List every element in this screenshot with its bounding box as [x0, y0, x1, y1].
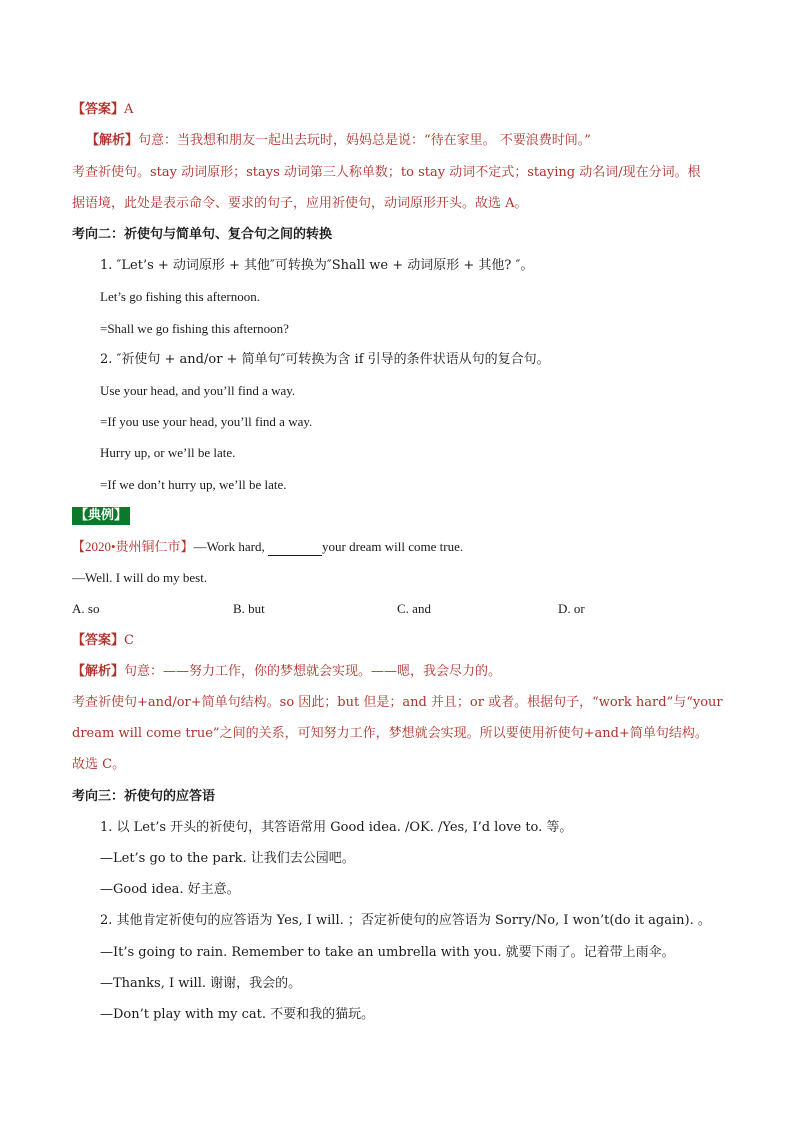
section-heading-3: 考向三：祈使句的应答语 [72, 789, 216, 804]
analysis-text: 句意：——努力工作，你的梦想就会实现。——嗯，我会尽力的。 [124, 664, 502, 679]
example-sentence: —Thanks, I will. 谢谢，我会的。 [100, 976, 302, 991]
section-heading-2: 考向二：祈使句与简单句、复合句之间的转换 [72, 227, 333, 242]
example-sentence: =If you use your head, you’ll find a way. [100, 414, 313, 429]
example-sentence: —It’s going to rain. Remember to take an umbrella with you. 就要下雨了。记着带上雨伞。 [100, 945, 675, 960]
analysis-label: 【解析】 [72, 664, 125, 679]
analysis-label: 【解析】 [86, 133, 139, 148]
explain-line-2: 据语境，此处是表示命令、要求的句子，应用祈使句，动词原形开头。故选 A。 [72, 196, 528, 211]
example-question [72, 538, 463, 556]
analysis-line-2 [72, 663, 501, 681]
example-sentence: —Good idea. 好主意。 [100, 882, 240, 897]
rule-text: 1. 以 Let’s 开头的祈使句，其答语常用 Good idea. /OK. /Yes, I’d love to. 等。 [100, 820, 573, 835]
example-sentence: =If we don’t hurry up, we’ll be late. [100, 477, 287, 492]
question-reply: —Well. I will do my best. [72, 570, 208, 585]
example-tag: 【典例】 [72, 507, 130, 525]
example-sentence: —Don’t play with my cat. 不要和我的猫玩。 [100, 1007, 375, 1022]
question-part-a: —Work hard, [193, 539, 268, 554]
explain-line-2: dream will come true”之间的关系，可知努力工作，梦想就会实现。所以要使用祈使句+and+简单句结构。 [72, 726, 708, 741]
answer-line-1 [72, 101, 133, 119]
explain-line-1: 考查祈使句+and/or+简单句结构。so 因此；but 但是；and 并且；or 或者。根据句子，“work hard”与“your [72, 695, 723, 710]
example-sentence: Let’s go fishing this afternoon. [100, 289, 260, 304]
example-sentence: Hurry up, or we’ll be late. [100, 445, 236, 460]
example-sentence: =Shall we go fishing this afternoon? [100, 321, 289, 336]
analysis-text: 句意：当我想和朋友一起出去玩时，妈妈总是说：“待在家里。 不要浪费时间。” [138, 133, 591, 148]
option-d: D. or [558, 601, 585, 616]
answer-value: C [124, 633, 134, 648]
question-source: 【2020•贵州铜仁市】 [72, 539, 194, 554]
example-sentence: —Let’s go to the park. 让我们去公园吧。 [100, 851, 355, 866]
rule-text: 2. ″祈使句 + and/or + 简单句″可转换为含 if 引导的条件状语从句的复合句。 [100, 352, 550, 367]
option-a: A. so [72, 601, 100, 616]
question-part-b: your dream will come true. [321, 539, 464, 554]
answer-label: 【答案】 [72, 102, 125, 117]
explain-line-1: 考查祈使句。stay 动词原形；stays 动词第三人称单数；to stay 动词不定式；staying 动名词/现在分词。根 [72, 165, 701, 180]
answer-blank [268, 543, 322, 556]
option-c: C. and [397, 601, 431, 616]
answer-label: 【答案】 [72, 633, 125, 648]
rule-text: 2. 其他肯定祈使句的应答语为 Yes, I will. ；否定祈使句的应答语为 Sorry/No, I won’t(do it again). 。 [100, 913, 711, 928]
answer-value: A [124, 102, 134, 117]
example-sentence: Use your head, and you’ll find a way. [100, 383, 296, 398]
explain-line-3: 故选 C。 [72, 757, 126, 772]
answer-line-2 [72, 632, 134, 650]
option-b: B. but [233, 601, 265, 616]
analysis-line-1 [86, 132, 591, 150]
rule-text: 1. ″Let’s + 动词原形 + 其他″可转换为″Shall we + 动词原形 + 其他? ″。 [100, 258, 534, 273]
